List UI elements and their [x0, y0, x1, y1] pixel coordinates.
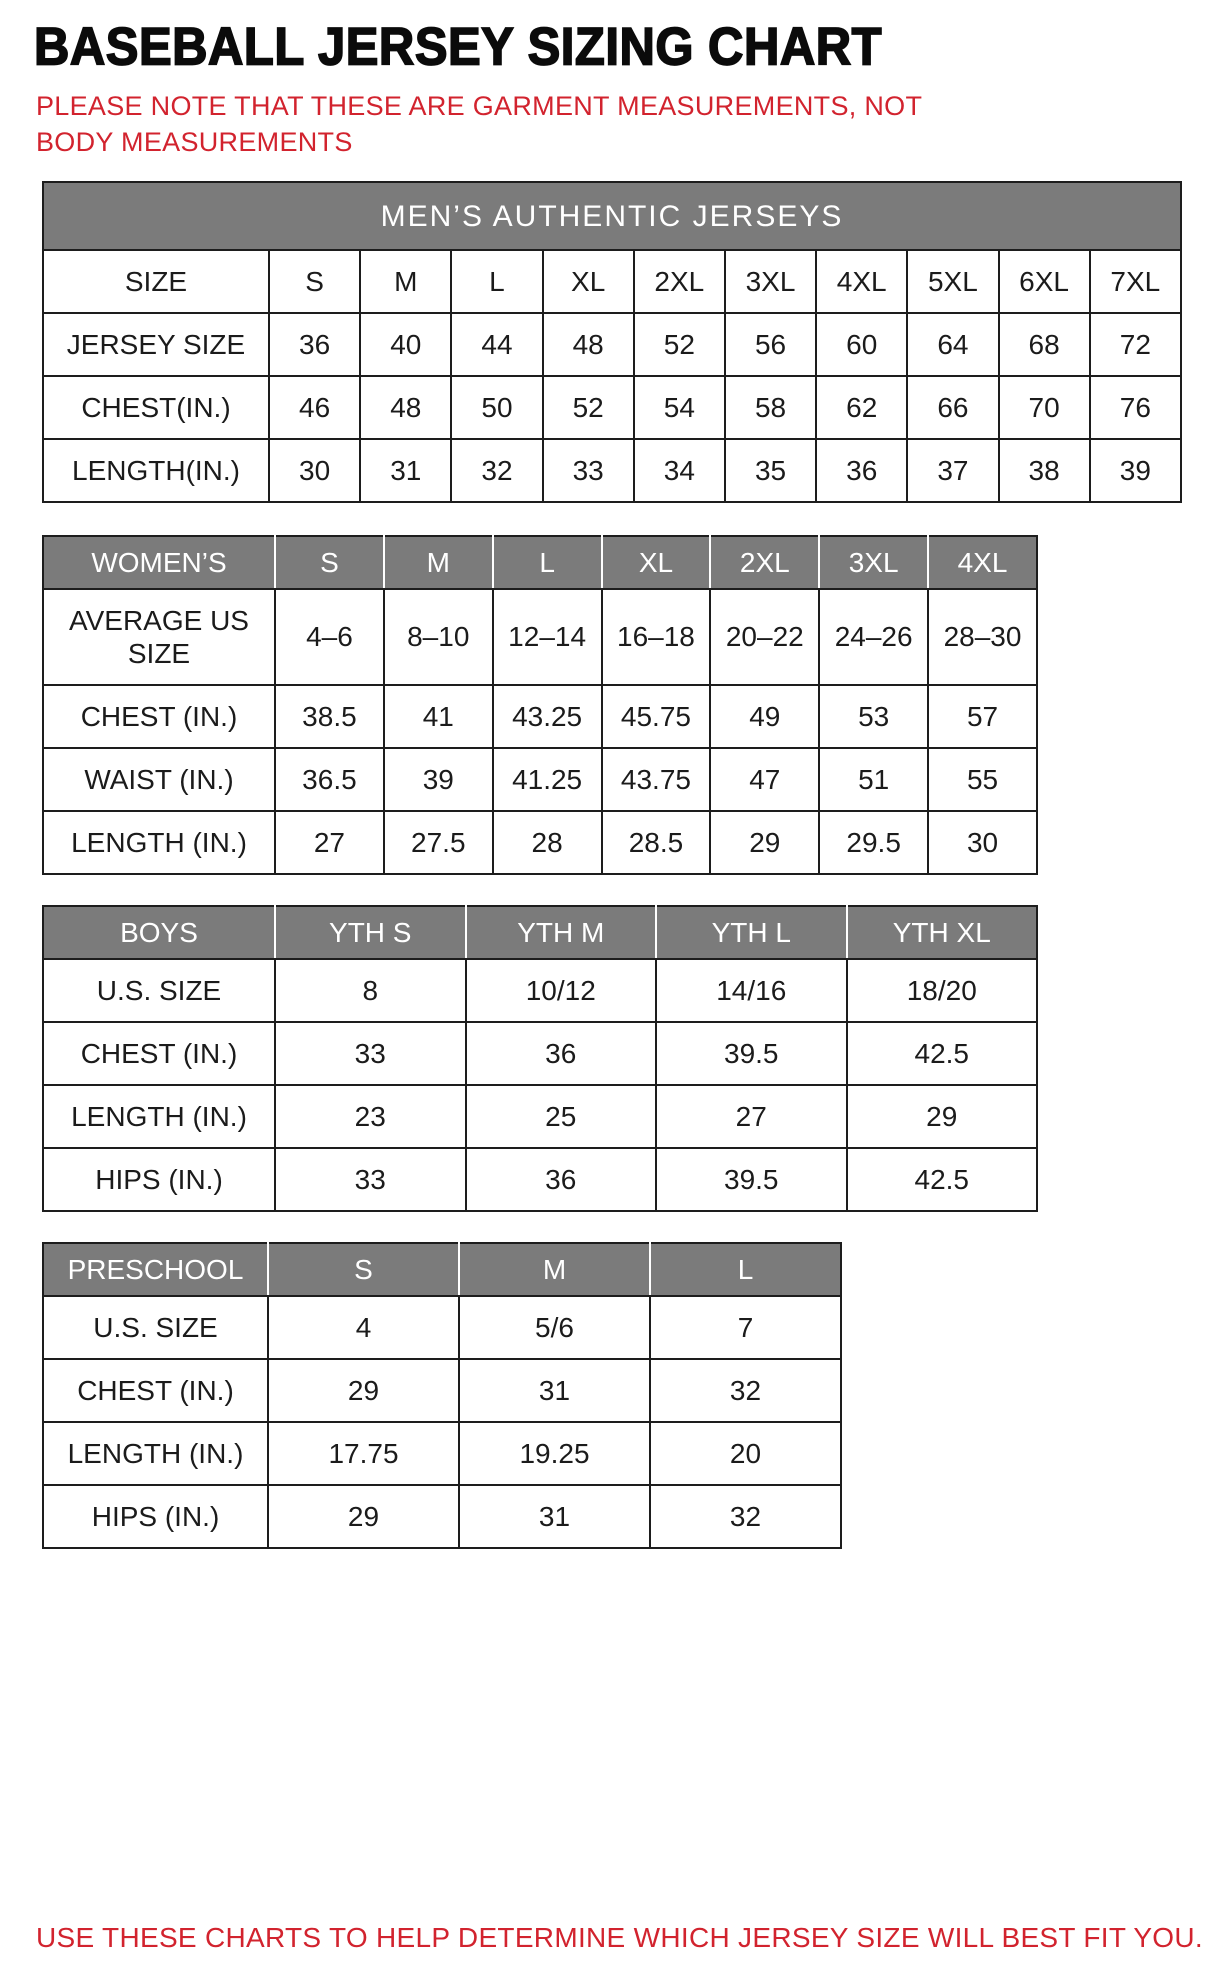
mens-value-cell: 36: [269, 313, 360, 376]
preschool-column-header: L: [650, 1243, 841, 1296]
boys-value-cell: 39.5: [656, 1148, 847, 1211]
boys-row-header: CHEST (IN.): [43, 1022, 275, 1085]
boys-corner-header: BOYS: [43, 906, 275, 959]
womens-value-cell: 47: [710, 748, 819, 811]
womens-value-cell: 43.75: [602, 748, 711, 811]
preschool-table-row: [43, 1296, 841, 1359]
mens-header-row: [43, 250, 1181, 313]
mens-table-row: [43, 376, 1181, 439]
womens-value-cell: 39: [384, 748, 493, 811]
womens-table-grid: [42, 535, 1038, 875]
mens-column-header: 4XL: [816, 250, 907, 313]
mens-value-cell: 50: [451, 376, 542, 439]
mens-column-header: 3XL: [725, 250, 816, 313]
mens-value-cell: 40: [360, 313, 451, 376]
mens-value-cell: 36: [816, 439, 907, 502]
mens-table-banner: MEN’S AUTHENTIC JERSEYS: [42, 181, 1182, 249]
womens-value-cell: 27.5: [384, 811, 493, 874]
boys-value-cell: 8: [275, 959, 466, 1022]
mens-value-cell: 52: [634, 313, 725, 376]
preschool-row-header: U.S. SIZE: [43, 1296, 268, 1359]
preschool-value-cell: 29: [268, 1485, 459, 1548]
boys-value-cell: 42.5: [847, 1022, 1038, 1085]
preschool-value-cell: 32: [650, 1359, 841, 1422]
womens-value-cell: 28–30: [928, 589, 1037, 685]
mens-column-header: XL: [543, 250, 634, 313]
boys-column-header: YTH XL: [847, 906, 1038, 959]
mens-authentic-jerseys-table: [42, 181, 1182, 503]
womens-row-header: AVERAGE US SIZE: [43, 589, 275, 685]
preschool-row-header: CHEST (IN.): [43, 1359, 268, 1422]
womens-value-cell: 12–14: [493, 589, 602, 685]
mens-value-cell: 35: [725, 439, 816, 502]
womens-value-cell: 41: [384, 685, 493, 748]
womens-column-header: 3XL: [819, 536, 928, 589]
mens-value-cell: 37: [907, 439, 998, 502]
boys-row-header: U.S. SIZE: [43, 959, 275, 1022]
preschool-value-cell: 17.75: [268, 1422, 459, 1485]
womens-value-cell: 38.5: [275, 685, 384, 748]
womens-value-cell: 43.25: [493, 685, 602, 748]
mens-value-cell: 34: [634, 439, 725, 502]
mens-value-cell: 54: [634, 376, 725, 439]
mens-row-header: JERSEY SIZE: [43, 313, 269, 376]
mens-value-cell: 31: [360, 439, 451, 502]
womens-column-header: M: [384, 536, 493, 589]
mens-column-header: 5XL: [907, 250, 998, 313]
boys-value-cell: 23: [275, 1085, 466, 1148]
womens-table-row: [43, 811, 1037, 874]
boys-value-cell: 10/12: [466, 959, 657, 1022]
womens-corner-header: WOMEN’S: [43, 536, 275, 589]
preschool-table-row: [43, 1359, 841, 1422]
mens-value-cell: 38: [999, 439, 1090, 502]
preschool-value-cell: 20: [650, 1422, 841, 1485]
mens-value-cell: 62: [816, 376, 907, 439]
womens-value-cell: 24–26: [819, 589, 928, 685]
mens-column-header: L: [451, 250, 542, 313]
mens-value-cell: 48: [360, 376, 451, 439]
preschool-row-header: LENGTH (IN.): [43, 1422, 268, 1485]
boys-table-row: [43, 1085, 1037, 1148]
boys-value-cell: 27: [656, 1085, 847, 1148]
womens-table-row: [43, 748, 1037, 811]
mens-value-cell: 44: [451, 313, 542, 376]
mens-value-cell: 64: [907, 313, 998, 376]
womens-value-cell: 29.5: [819, 811, 928, 874]
mens-value-cell: 30: [269, 439, 360, 502]
mens-row-header: CHEST(IN.): [43, 376, 269, 439]
boys-table-row: [43, 1022, 1037, 1085]
mens-value-cell: 33: [543, 439, 634, 502]
womens-row-header: CHEST (IN.): [43, 685, 275, 748]
womens-value-cell: 57: [928, 685, 1037, 748]
fit-advice-note: USE THESE CHARTS TO HELP DETERMINE WHICH JERSEY SIZE WILL BEST FIT YOU.: [36, 1922, 1203, 1953]
mens-value-cell: 72: [1090, 313, 1181, 376]
mens-value-cell: 56: [725, 313, 816, 376]
boys-row-header: LENGTH (IN.): [43, 1085, 275, 1148]
womens-value-cell: 51: [819, 748, 928, 811]
boys-value-cell: 18/20: [847, 959, 1038, 1022]
womens-column-header: 4XL: [928, 536, 1037, 589]
womens-row-header: LENGTH (IN.): [43, 811, 275, 874]
womens-value-cell: 49: [710, 685, 819, 748]
preschool-value-cell: 31: [459, 1359, 650, 1422]
boys-table-grid: [42, 905, 1038, 1212]
preschool-row-header: HIPS (IN.): [43, 1485, 268, 1548]
womens-value-cell: 16–18: [602, 589, 711, 685]
boys-table-row: [43, 1148, 1037, 1211]
womens-value-cell: 41.25: [493, 748, 602, 811]
preschool-value-cell: 4: [268, 1296, 459, 1359]
mens-table-row: [43, 313, 1181, 376]
boys-value-cell: 36: [466, 1022, 657, 1085]
womens-value-cell: 8–10: [384, 589, 493, 685]
mens-column-header: 2XL: [634, 250, 725, 313]
preschool-value-cell: 29: [268, 1359, 459, 1422]
mens-column-header: 7XL: [1090, 250, 1181, 313]
preschool-sizing-table: [42, 1242, 842, 1549]
boys-value-cell: 14/16: [656, 959, 847, 1022]
mens-value-cell: 48: [543, 313, 634, 376]
womens-value-cell: 30: [928, 811, 1037, 874]
mens-value-cell: 52: [543, 376, 634, 439]
womens-value-cell: 27: [275, 811, 384, 874]
preschool-value-cell: 19.25: [459, 1422, 650, 1485]
boys-value-cell: 25: [466, 1085, 657, 1148]
boys-value-cell: 29: [847, 1085, 1038, 1148]
womens-value-cell: 28: [493, 811, 602, 874]
mens-value-cell: 46: [269, 376, 360, 439]
womens-value-cell: 29: [710, 811, 819, 874]
mens-table-row: [43, 439, 1181, 502]
womens-value-cell: 45.75: [602, 685, 711, 748]
boys-value-cell: 42.5: [847, 1148, 1038, 1211]
boys-column-header: YTH M: [466, 906, 657, 959]
mens-table-grid: [42, 249, 1182, 503]
preschool-value-cell: 31: [459, 1485, 650, 1548]
boys-value-cell: 33: [275, 1022, 466, 1085]
womens-column-header: XL: [602, 536, 711, 589]
preschool-value-cell: 5/6: [459, 1296, 650, 1359]
boys-header-row: [43, 906, 1037, 959]
womens-column-header: S: [275, 536, 384, 589]
garment-measurements-note: PLEASE NOTE THAT THESE ARE GARMENT MEASUREMENTS, NOT BODY MEASUREMENTS: [36, 91, 922, 158]
boys-table-row: [43, 959, 1037, 1022]
mens-column-header: 6XL: [999, 250, 1090, 313]
womens-value-cell: 20–22: [710, 589, 819, 685]
preschool-corner-header: PRESCHOOL: [43, 1243, 268, 1296]
mens-value-cell: 32: [451, 439, 542, 502]
mens-value-cell: 39: [1090, 439, 1181, 502]
preschool-value-cell: 32: [650, 1485, 841, 1548]
mens-value-cell: 70: [999, 376, 1090, 439]
boys-column-header: YTH S: [275, 906, 466, 959]
womens-table-row: [43, 685, 1037, 748]
womens-value-cell: 55: [928, 748, 1037, 811]
womens-column-header: L: [493, 536, 602, 589]
womens-value-cell: 28.5: [602, 811, 711, 874]
preschool-column-header: S: [268, 1243, 459, 1296]
preschool-table-row: [43, 1485, 841, 1548]
preschool-header-row: [43, 1243, 841, 1296]
mens-corner-header: SIZE: [43, 250, 269, 313]
page-title: BASEBALL JERSEY SIZING CHART: [34, 17, 883, 77]
boys-value-cell: 39.5: [656, 1022, 847, 1085]
womens-column-header: 2XL: [710, 536, 819, 589]
womens-value-cell: 36.5: [275, 748, 384, 811]
mens-column-header: M: [360, 250, 451, 313]
womens-table-row: [43, 589, 1037, 685]
mens-column-header: S: [269, 250, 360, 313]
preschool-table-grid: [42, 1242, 842, 1549]
womens-sizing-table: [42, 535, 1038, 875]
preschool-table-row: [43, 1422, 841, 1485]
mens-row-header: LENGTH(IN.): [43, 439, 269, 502]
womens-value-cell: 4–6: [275, 589, 384, 685]
preschool-value-cell: 7: [650, 1296, 841, 1359]
boys-sizing-table: [42, 905, 1038, 1212]
boys-column-header: YTH L: [656, 906, 847, 959]
mens-value-cell: 60: [816, 313, 907, 376]
boys-value-cell: 33: [275, 1148, 466, 1211]
preschool-column-header: M: [459, 1243, 650, 1296]
mens-value-cell: 76: [1090, 376, 1181, 439]
boys-value-cell: 36: [466, 1148, 657, 1211]
mens-value-cell: 58: [725, 376, 816, 439]
womens-header-row: [43, 536, 1037, 589]
boys-row-header: HIPS (IN.): [43, 1148, 275, 1211]
womens-value-cell: 53: [819, 685, 928, 748]
womens-row-header: WAIST (IN.): [43, 748, 275, 811]
mens-value-cell: 68: [999, 313, 1090, 376]
mens-value-cell: 66: [907, 376, 998, 439]
